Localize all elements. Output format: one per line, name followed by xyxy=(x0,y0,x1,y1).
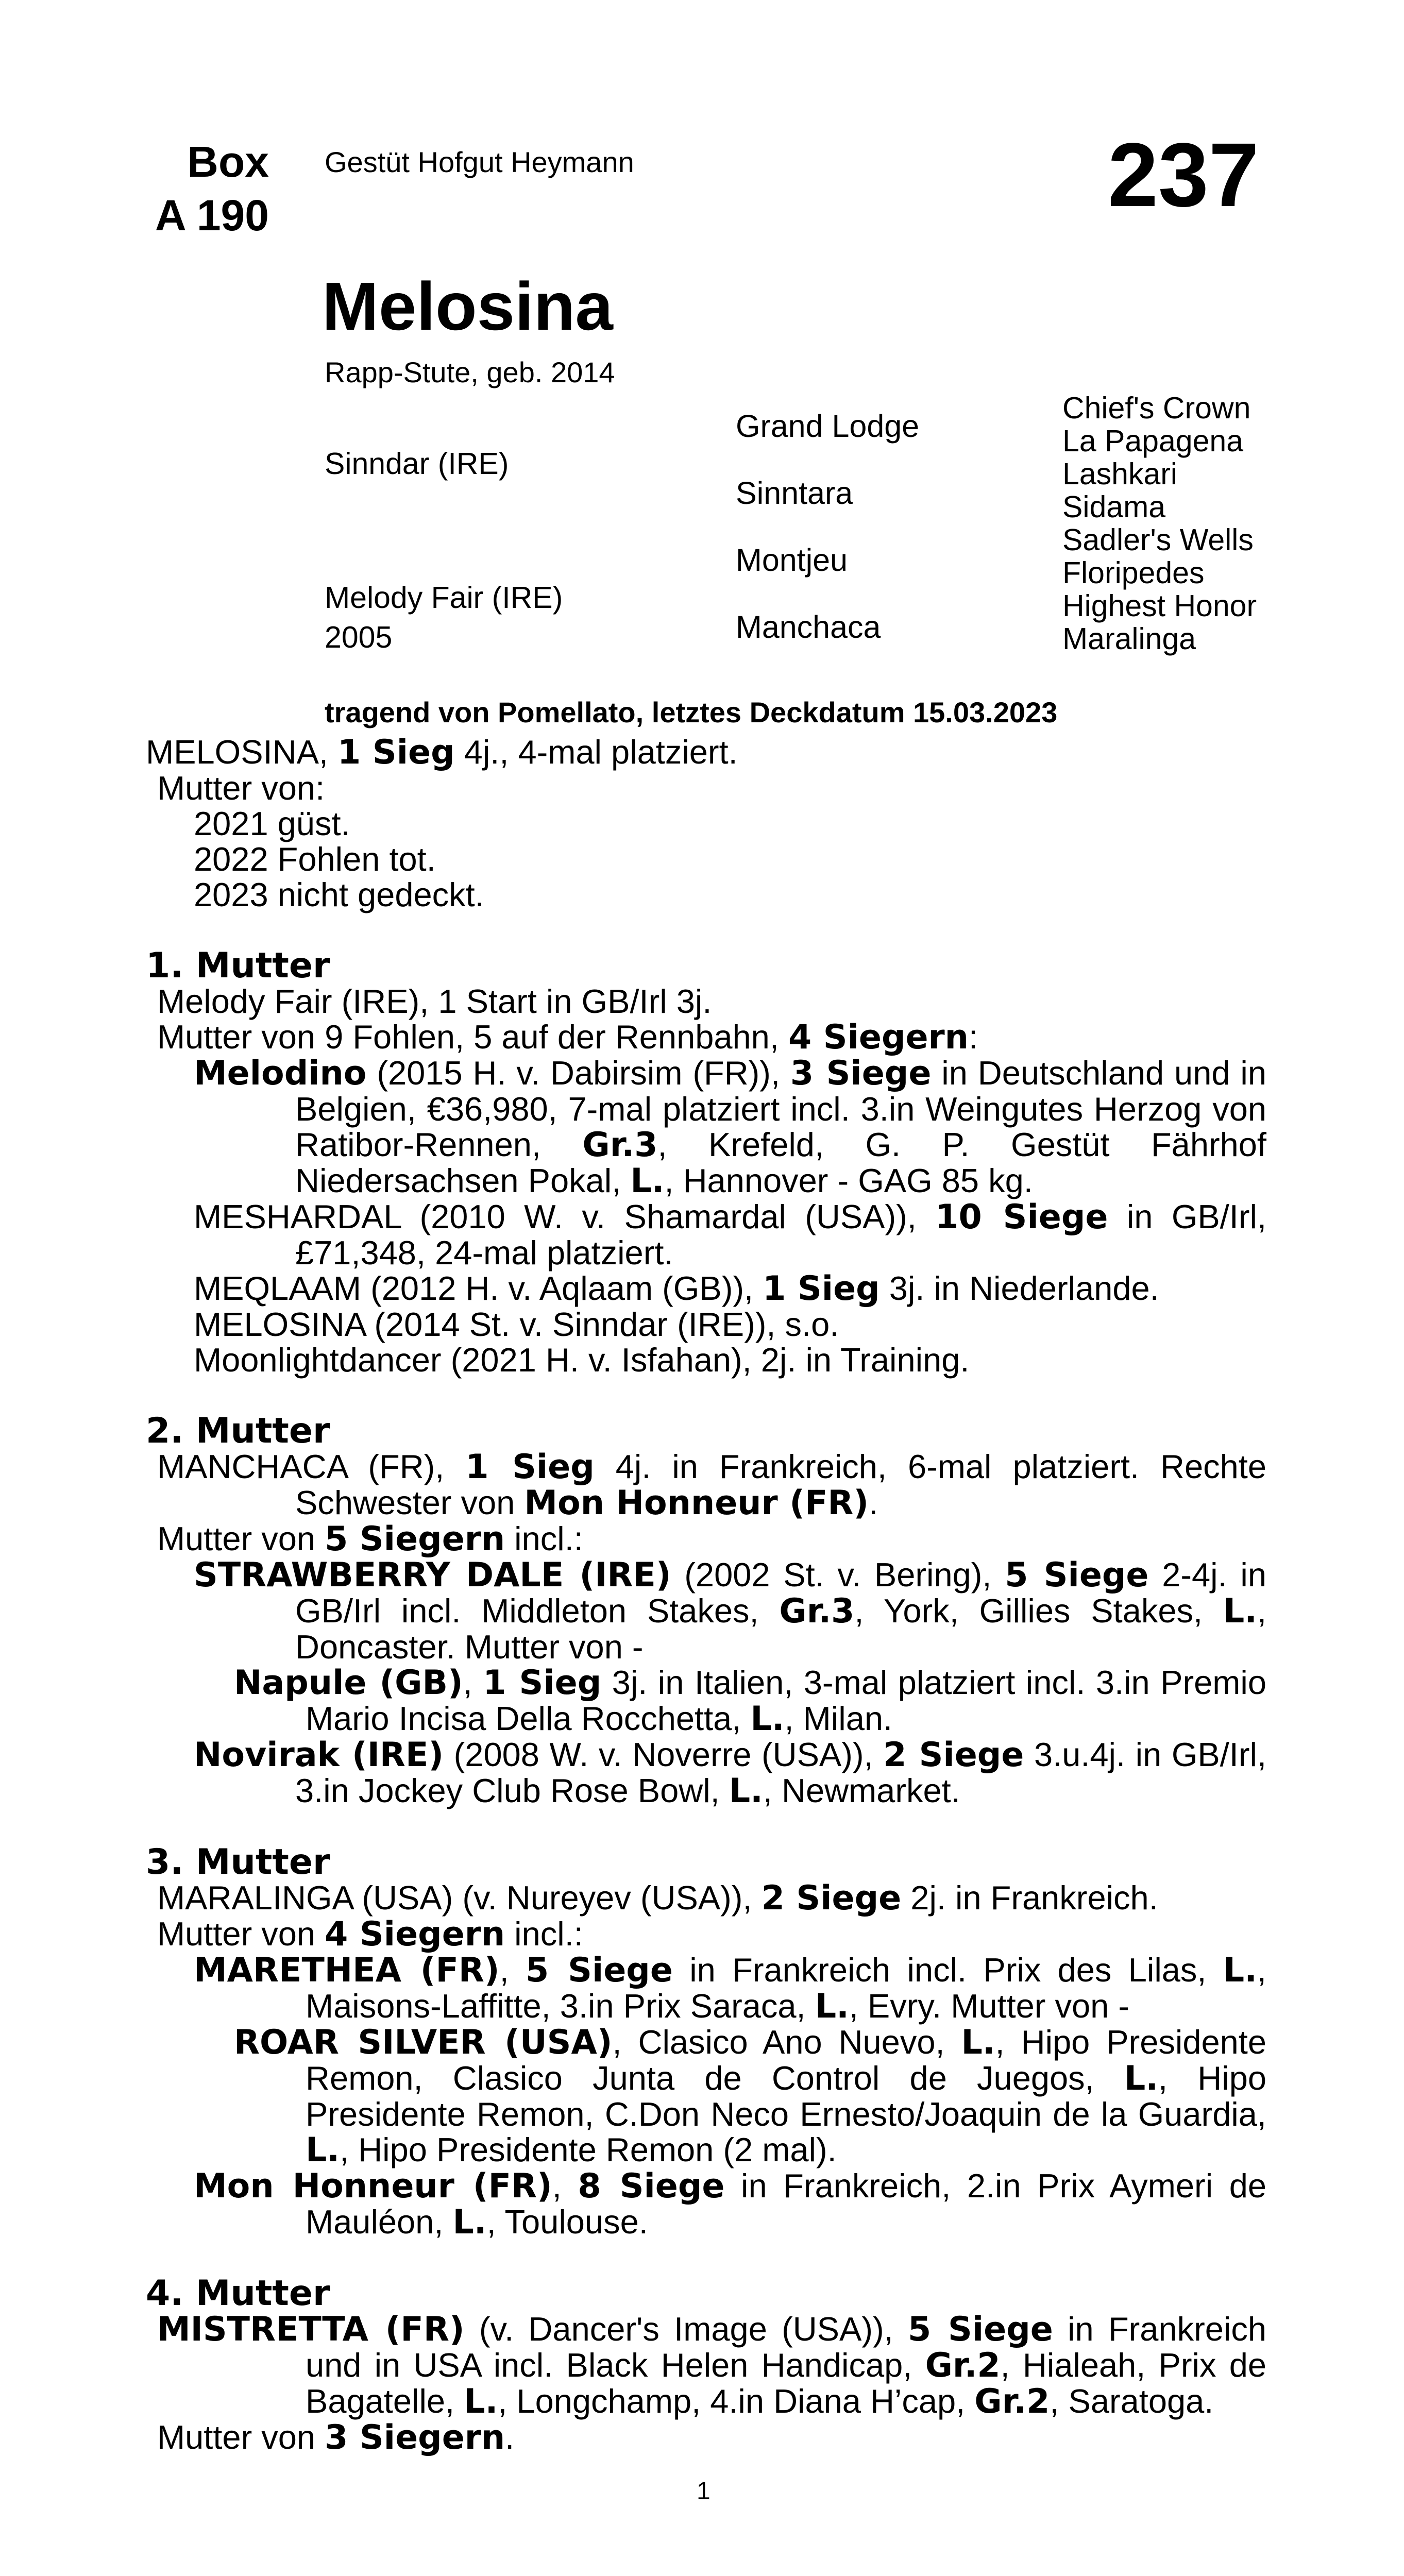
page-number: 1 xyxy=(697,2478,711,2505)
horse-description: Rapp-Stute, geb. 2014 xyxy=(325,356,615,388)
lot-number: 237 xyxy=(1108,125,1259,226)
offspring-entry: MARETHEA (FR), 5 Siege in Frankreich incl. Prix des Lilas, L., Maisons-Laffitte, 3.in Prix Saraca, L., Evry. Mutter von - xyxy=(194,1951,1266,2026)
intro-2023: 2023 nicht gedeckt. xyxy=(194,876,484,913)
offspring-entry: Novirak (IRE) (2008 W. v. Noverre (USA)), 2 Siege 3.u.4j. in GB/Irl, 3.in Jockey Club Rose Bowl, L., Newmarket. xyxy=(194,1736,1267,1810)
ggp-7: Highest Honor xyxy=(1062,589,1257,623)
offspring-entry: MELOSINA (2014 St. v. Sinndar (IRE)), s.o. xyxy=(194,1306,839,1343)
breeder-name: Gestüt Hofgut Heymann xyxy=(325,146,634,178)
grand-offspring-entry: Napule (GB), 1 Sieg 3j. in Italien, 3-mal platziert incl. 3.in Premio Mario Incisa Della Rocchetta, L., Milan. xyxy=(234,1664,1266,1738)
ggp-3: Lashkari xyxy=(1062,457,1178,491)
second-dam-heading: 2. Mutter xyxy=(146,1411,330,1451)
pedigree-sire: Sinndar (IRE) xyxy=(325,447,509,481)
pedigree-dam: Melody Fair (IRE) xyxy=(325,581,563,615)
pedigree-dam-sire: Montjeu xyxy=(736,543,848,578)
offspring-entry: MEQLAAM (2012 H. v. Aqlaam (GB)), 1 Sieg 3j. in Niederlande. xyxy=(194,1269,1159,1308)
box-word: Box xyxy=(187,138,269,186)
fourth-dam-produce: Mutter von 3 Siegern. xyxy=(157,2418,515,2457)
third-dam-line: MARALINGA (USA) (v. Nureyev (USA)), 2 Siege 2j. in Frankreich. xyxy=(157,1879,1158,1918)
fourth-dam-line: MISTRETTA (FR) (v. Dancer's Image (USA)), 5 Siege in Frankreich und in USA incl. Black Helen Handicap, Gr.2, Hialeah, Prix de Bagatelle, L., Longchamp, 4.in Diana H’cap, Gr.2, Saratoga. xyxy=(157,2310,1267,2421)
pedigree-dam-dam: Manchaca xyxy=(736,609,881,645)
first-dam-produce: Mutter von 9 Fohlen, 5 auf der Rennbahn, 4 Siegern: xyxy=(157,1018,978,1057)
third-dam-heading: 3. Mutter xyxy=(146,1842,330,1883)
fourth-dam-heading: 4. Mutter xyxy=(146,2273,330,2314)
offspring-entry: Melodino (2015 H. v. Dabirsim (FR)), 3 Siege in Deutschland und in Belgien, €36,980, 7-mal platziert incl. 3.in Weingutes Herzog von Ratibor-Rennen, Gr.3, Krefeld, G. P. Gestüt Fährhof Niedersachsen Pokal, L., Hannover - GAG 85 kg. xyxy=(194,1054,1266,1200)
offspring-entry: Mon Honneur (FR), 8 Siege in Frankreich, 2.in Prix Aymeri de Mauléon, L., Toulouse. xyxy=(194,2167,1266,2242)
ggp-1: Chief's Crown xyxy=(1062,391,1251,425)
intro-mother-of: Mutter von: xyxy=(157,769,325,807)
grand-offspring-entry: ROAR SILVER (USA), Clasico Ano Nuevo, L., Hipo Presidente Remon, Clasico Junta de Control de Juegos, L., Hipo Presidente Remon, C.Don Neco Ernesto/Joaquin de la Guardia, L., Hipo Presidente Remon (2 mal). xyxy=(234,2023,1267,2170)
pedigree-notes xyxy=(146,734,1266,2455)
pedigree-sire-sire: Grand Lodge xyxy=(736,409,920,444)
ggp-8: Maralinga xyxy=(1062,622,1196,656)
offspring-entry: STRAWBERRY DALE (IRE) (2002 St. v. Bering), 5 Siege 2-4j. in GB/Irl incl. Middleton Stakes, Gr.3, York, Gillies Stakes, L., Doncaster. Mutter von - xyxy=(194,1556,1266,1666)
intro-2021: 2021 güst. xyxy=(194,805,350,842)
ggp-2: La Papagena xyxy=(1062,424,1244,458)
covered-note: tragend von Pomellato, letztes Deckdatum 15.03.2023 xyxy=(325,696,1058,728)
pedigree-great-grandparents xyxy=(1062,392,1257,655)
pedigree-dam-year: 2005 xyxy=(325,620,393,654)
ggp-5: Sadler's Wells xyxy=(1062,523,1254,557)
pedigree-sire-dam: Sinntara xyxy=(736,476,853,511)
intro-line: MELOSINA, 1 Sieg 4j., 4-mal platziert. xyxy=(146,733,738,772)
ggp-4: Sidama xyxy=(1062,490,1166,524)
offspring-entry: MESHARDAL (2010 W. v. Shamardal (USA)), 10 Siege in GB/Irl, £71,348, 24-mal platziert. xyxy=(194,1198,1267,1272)
first-dam-heading: 1. Mutter xyxy=(146,945,330,986)
intro-2022: 2022 Fohlen tot. xyxy=(194,840,436,878)
box-number: A 190 xyxy=(155,191,269,240)
ggp-6: Floripedes xyxy=(1062,556,1205,590)
second-dam-line: MANCHACA (FR), 1 Sieg 4j. in Frankreich, 6-mal platziert. Rechte Schwester von Mon Honneur (FR). xyxy=(157,1448,1267,1522)
third-dam-produce: Mutter von 4 Siegern incl.: xyxy=(157,1915,583,1954)
box-label xyxy=(124,135,269,242)
horse-name: Melosina xyxy=(322,268,613,344)
first-dam-line: Melody Fair (IRE), 1 Start in GB/Irl 3j. xyxy=(157,982,712,1020)
second-dam-produce: Mutter von 5 Siegern incl.: xyxy=(157,1520,583,1558)
offspring-entry: Moonlightdancer (2021 H. v. Isfahan), 2j. in Training. xyxy=(194,1341,970,1379)
